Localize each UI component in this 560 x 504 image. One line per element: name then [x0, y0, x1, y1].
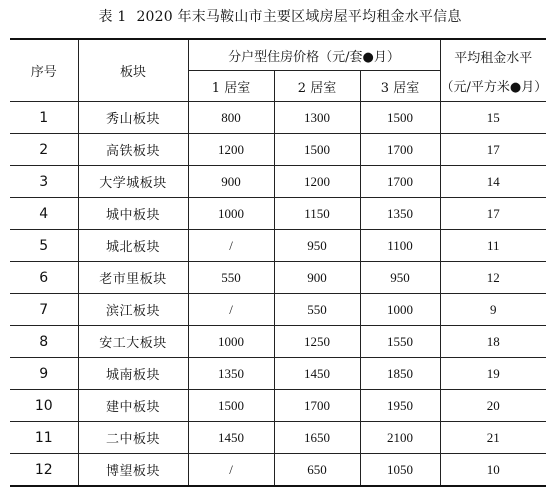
- cell-room2-price: 1700: [274, 390, 360, 422]
- cell-avg-rent: 12: [440, 262, 546, 294]
- cell-avg-rent: 14: [440, 166, 546, 198]
- cell-seq: 12: [10, 454, 78, 487]
- cell-avg-rent: 17: [440, 134, 546, 166]
- cell-avg-rent: 19: [440, 358, 546, 390]
- cell-room3-price: 1100: [360, 230, 440, 262]
- cell-room3-price: 1550: [360, 326, 440, 358]
- cell-room3-price: 1500: [360, 102, 440, 134]
- cell-room2-price: 550: [274, 294, 360, 326]
- cell-room1-price: /: [188, 454, 274, 487]
- table-row: [10, 358, 546, 390]
- cell-room1-price: 1000: [188, 326, 274, 358]
- cell-room1-price: 800: [188, 102, 274, 134]
- cell-room3-price: 1850: [360, 358, 440, 390]
- table-header: [10, 39, 546, 102]
- cell-avg-rent: 17: [440, 198, 546, 230]
- table-row: [10, 198, 546, 230]
- cell-district: 安工大板块: [78, 326, 188, 358]
- cell-district: 老市里板块: [78, 262, 188, 294]
- cell-room2-price: 1650: [274, 422, 360, 454]
- cell-district: 城中板块: [78, 198, 188, 230]
- table-row: [10, 390, 546, 422]
- table-title: 2020 年末马鞍山市主要区域房屋平均租金水平信息: [136, 9, 462, 25]
- cell-seq: 1: [10, 102, 78, 134]
- cell-district: 高铁板块: [78, 134, 188, 166]
- table-row: [10, 422, 546, 454]
- cell-room1-price: 1200: [188, 134, 274, 166]
- cell-district: 建中板块: [78, 390, 188, 422]
- cell-room3-price: 1700: [360, 134, 440, 166]
- cell-seq: 3: [10, 166, 78, 198]
- cell-seq: 8: [10, 326, 78, 358]
- cell-seq: 11: [10, 422, 78, 454]
- cell-room2-price: 1200: [274, 166, 360, 198]
- cell-room1-price: 900: [188, 166, 274, 198]
- table-row: [10, 166, 546, 198]
- cell-room3-price: 950: [360, 262, 440, 294]
- cell-room3-price: 1050: [360, 454, 440, 487]
- table-row: [10, 134, 546, 166]
- cell-room1-price: /: [188, 230, 274, 262]
- cell-avg-rent: 11: [440, 230, 546, 262]
- cell-room1-price: 1500: [188, 390, 274, 422]
- cell-district: 城南板块: [78, 358, 188, 390]
- cell-room3-price: 1700: [360, 166, 440, 198]
- cell-district: 大学城板块: [78, 166, 188, 198]
- cell-district: 滨江板块: [78, 294, 188, 326]
- cell-room2-price: 950: [274, 230, 360, 262]
- cell-avg-rent: 20: [440, 390, 546, 422]
- header-room3: 3 居室: [360, 71, 440, 102]
- header-seq: 序号: [10, 39, 78, 102]
- table-row: [10, 102, 546, 134]
- table-row: [10, 294, 546, 326]
- header-avg-rent: [440, 39, 546, 102]
- cell-room1-price: /: [188, 294, 274, 326]
- header-district: 板块: [78, 39, 188, 102]
- cell-seq: 10: [10, 390, 78, 422]
- cell-room3-price: 2100: [360, 422, 440, 454]
- cell-seq: 4: [10, 198, 78, 230]
- cell-district: 博望板块: [78, 454, 188, 487]
- cell-room3-price: 1350: [360, 198, 440, 230]
- cell-room2-price: 1300: [274, 102, 360, 134]
- table-row: [10, 326, 546, 358]
- cell-avg-rent: 15: [440, 102, 546, 134]
- table-row: [10, 262, 546, 294]
- table-row: [10, 454, 546, 487]
- header-room2: 2 居室: [274, 71, 360, 102]
- cell-room1-price: 550: [188, 262, 274, 294]
- cell-room2-price: 1500: [274, 134, 360, 166]
- rent-table: [10, 38, 546, 487]
- cell-room2-price: 1250: [274, 326, 360, 358]
- table-row: [10, 230, 546, 262]
- cell-district: 二中板块: [78, 422, 188, 454]
- cell-room2-price: 900: [274, 262, 360, 294]
- cell-seq: 7: [10, 294, 78, 326]
- cell-avg-rent: 9: [440, 294, 546, 326]
- table-number: 表 1: [98, 9, 127, 25]
- header-avg-rent-line2: （元/平方米●月）: [440, 79, 548, 95]
- cell-room2-price: 650: [274, 454, 360, 487]
- cell-room1-price: 1000: [188, 198, 274, 230]
- cell-avg-rent: 10: [440, 454, 546, 487]
- cell-district: 城北板块: [78, 230, 188, 262]
- header-room1: 1 居室: [188, 71, 274, 102]
- cell-room1-price: 1450: [188, 422, 274, 454]
- cell-avg-rent: 18: [440, 326, 546, 358]
- cell-seq: 6: [10, 262, 78, 294]
- cell-avg-rent: 21: [440, 422, 546, 454]
- cell-seq: 5: [10, 230, 78, 262]
- table-body: [10, 102, 546, 487]
- cell-room2-price: 1450: [274, 358, 360, 390]
- table-caption: [0, 6, 560, 26]
- header-price-group: 分户型住房价格（元/套●月）: [188, 39, 440, 71]
- cell-seq: 9: [10, 358, 78, 390]
- cell-seq: 2: [10, 134, 78, 166]
- cell-room3-price: 1950: [360, 390, 440, 422]
- cell-district: 秀山板块: [78, 102, 188, 134]
- cell-room2-price: 1150: [274, 198, 360, 230]
- cell-room3-price: 1000: [360, 294, 440, 326]
- header-avg-rent-line1: 平均租金水平: [454, 50, 533, 66]
- cell-room1-price: 1350: [188, 358, 274, 390]
